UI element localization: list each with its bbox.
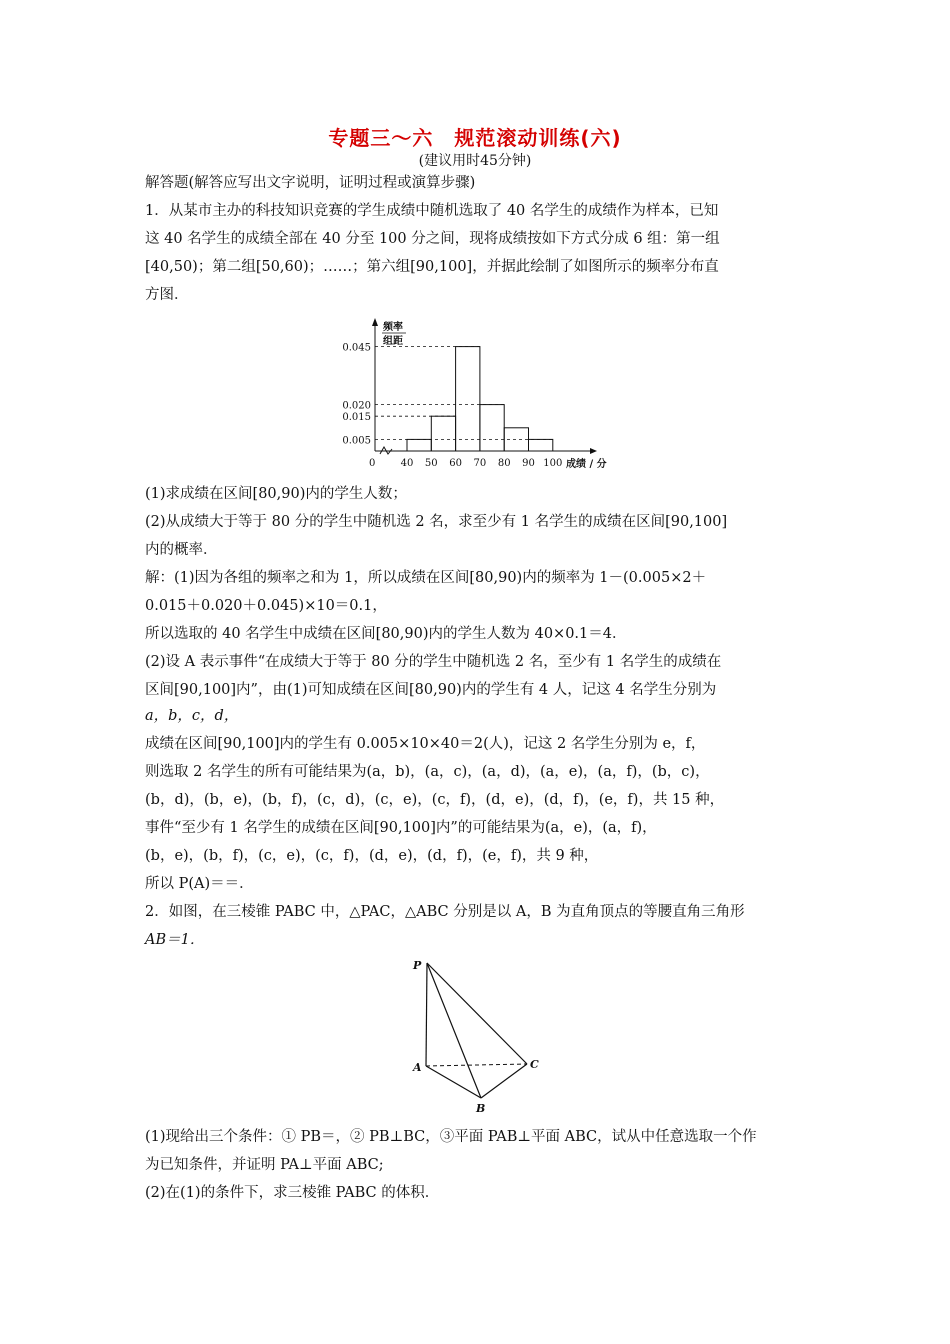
edge-pc xyxy=(427,963,527,1064)
page-title: 专题三～六 规范滚动训练(六) xyxy=(328,126,622,150)
problem1-line-3: [40,50)；第二组[50,60)；……；第六组[90,100]，并据此绘制了如图所示的频率分布直 xyxy=(145,259,719,275)
x-axis-arrow xyxy=(590,448,597,454)
problem2-line-2: AB＝1． xyxy=(145,932,205,948)
histogram-svg xyxy=(330,314,630,474)
y-tick-label: 0.045 xyxy=(342,342,371,354)
y-tick-label: 0.020 xyxy=(342,400,371,412)
y-label-bottom: 组距 xyxy=(383,336,403,347)
y-axis-arrow xyxy=(372,318,378,326)
edge-ac-hidden xyxy=(426,1064,527,1066)
y-label-top: 频率 xyxy=(383,322,403,333)
histogram-bar xyxy=(456,347,480,451)
x-axis-label: 成绩 / 分 xyxy=(566,459,607,470)
question2-2: (2)在(1)的条件下，求三棱锥 PABC 的体积． xyxy=(145,1185,440,1201)
problem1-line-4: 方图． xyxy=(145,287,189,303)
edge-bc xyxy=(481,1064,527,1098)
solution-line-8: 则选取 2 名学生的所有可能结果为(a，b)，(a，c)，(a，d)，(a，e)，(a，f)，(b，c)， xyxy=(145,764,710,780)
label-a: A xyxy=(413,1061,422,1074)
solution-line-2: 0.015＋0.020＋0.045)×10＝0.1， xyxy=(145,598,387,614)
instructions-line: 解答题(解答应写出文字说明，证明过程或演算步骤) xyxy=(145,175,476,191)
problem1-line-2: 这 40 名学生的成绩全部在 40 分至 100 分之间，现将成绩按如下方式分成 6 组：第一组 xyxy=(145,231,720,247)
solution-line-5: 区间[90,100]内”，由(1)可知成绩在区间[80,90)内的学生有 4 人，记这 4 名学生分别为 xyxy=(145,682,717,698)
question2-1-line-1: (1)现给出三个条件：① PB＝，② PB⊥BC，③平面 PAB⊥平面 ABC，试从中任意选取一个作 xyxy=(145,1129,757,1145)
label-b: B xyxy=(476,1102,486,1115)
x-tick-label: 70 xyxy=(473,458,487,469)
y-tick-label: 0.005 xyxy=(342,435,371,447)
origin-label: 0 xyxy=(369,458,376,469)
solution-line-11: (b，e)，(b，f)，(c，e)，(c，f)，(d，e)，(d，f)，(e，f)，共 9 种， xyxy=(145,848,599,864)
problem2-line-1: 2．如图，在三棱锥 PABC 中，△PAC，△ABC 分别是以 A，B 为直角顶点的等腰直角三角形 xyxy=(145,904,745,920)
x-tick-label: 100 xyxy=(543,458,563,469)
solution-line-12: 所以 P(A)＝＝． xyxy=(145,876,254,892)
problem1-line-1: 1．从某市主办的科技知识竞赛的学生成绩中随机选取了 40 名学生的成绩作为样本，已知 xyxy=(145,203,719,219)
axis-break-mark xyxy=(380,447,392,454)
y-tick-label: 0.015 xyxy=(342,412,371,424)
x-tick-label: 60 xyxy=(449,458,462,469)
question1-1: (1)求成绩在区间[80,90)内的学生人数； xyxy=(145,486,407,502)
solution-line-7: 成绩在区间[90,100]内的学生有 0.005×10×40＝2(人)，记这 2 名学生分别为 e，f， xyxy=(145,736,706,752)
histogram-bar xyxy=(480,405,504,451)
x-tick-label: 90 xyxy=(522,458,535,469)
question1-2-line-1: (2)从成绩大于等于 80 分的学生中随机选 2 名，求至少有 1 名学生的成绩在区间[90,100] xyxy=(145,514,728,530)
solution-line-3: 所以选取的 40 名学生中成绩在区间[80,90)内的学生人数为 40×0.1＝4． xyxy=(145,626,627,642)
page-subtitle: (建议用时45分钟) xyxy=(418,153,532,169)
pyramid-figure xyxy=(405,955,555,1120)
solution-line-10: 事件“至少有 1 名学生的成绩在区间[90,100]内”的可能结果为(a，e)，(a，f)， xyxy=(145,820,657,836)
solution-line-9: (b，d)，(b，e)，(b，f)，(c，d)，(c，e)，(c，f)，(d，e)，(d，f)，(e，f)，共 15 种， xyxy=(145,792,725,808)
histogram-bar xyxy=(407,439,431,451)
histogram-bar xyxy=(431,416,455,451)
pyramid-svg xyxy=(405,955,555,1120)
edge-pb xyxy=(427,963,481,1098)
solution-line-6: a，b，c，d， xyxy=(145,708,239,724)
label-c: C xyxy=(530,1058,539,1071)
x-tick-label: 40 xyxy=(400,458,414,469)
label-p: P xyxy=(413,959,422,972)
edge-ab xyxy=(426,1066,481,1098)
histogram-figure xyxy=(330,314,630,474)
solution-line-4: (2)设 A 表示事件“在成绩大于等于 80 分的学生中随机选 2 名，至少有 1 名学生的成绩在 xyxy=(145,654,722,670)
x-tick-label: 80 xyxy=(497,458,511,469)
x-tick-label: 50 xyxy=(424,458,438,469)
histogram-bar xyxy=(529,439,553,451)
question1-2-line-2: 内的概率． xyxy=(145,542,218,558)
edge-pa xyxy=(426,963,427,1066)
question2-1-line-2: 为已知条件，并证明 PA⊥平面 ABC; xyxy=(145,1157,384,1173)
solution-line-1: 解：(1)因为各组的频率之和为 1，所以成绩在区间[80,90)内的频率为 1－(0.005×2＋ xyxy=(145,570,707,586)
